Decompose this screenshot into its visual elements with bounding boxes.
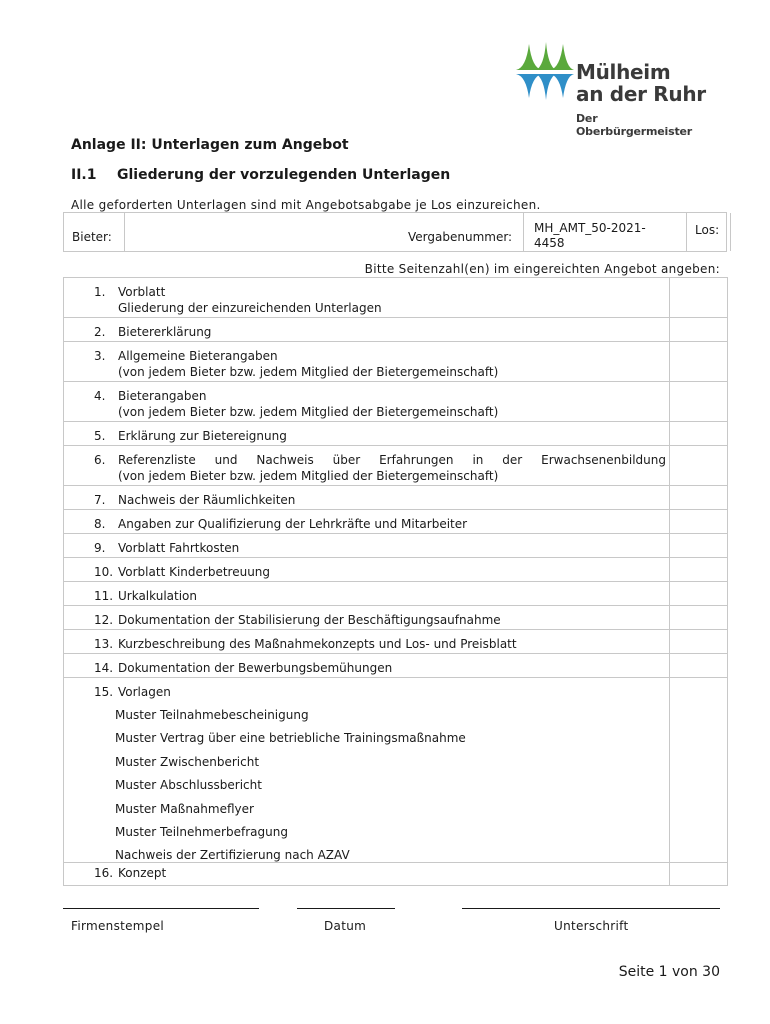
page-footer: Seite 1 von 30 [618,964,720,980]
item-number: 5. [94,429,106,443]
item-text: Angaben zur Qualifizierung der Lehrkräfte und Mitarbeiter [118,517,468,531]
los-label: Los: [686,213,732,251]
list-item [64,582,727,606]
item-text: Vorlagen [118,685,171,699]
list-item [64,510,727,534]
item-text: Dokumentation der Stabilisierung der Beschäftigungsaufnahme [118,613,501,627]
date-label: Datum [324,919,367,933]
vorlage-item: Muster Maßnahmeflyer [115,802,254,816]
item-number: 3. [94,349,106,363]
item-number: 1. [94,285,106,299]
item-line: Vorblatt [118,285,166,299]
item-number: 6. [94,453,106,467]
item-text: Konzept [118,866,167,880]
item-text [118,388,666,420]
item-number: 8. [94,517,106,531]
item-number: 14. [94,661,114,675]
item-line: Gliederung der einzureichenden Unterlagen [118,301,382,315]
item-text [118,452,666,484]
list-item [64,678,727,863]
item-number: 15. [94,685,114,699]
item-line: Referenzliste und Nachweis über Erfahrungen in der Erwachsenenbildung [118,453,666,467]
item-number: 2. [94,325,106,339]
item-text: Erklärung zur Bietereignung [118,429,287,443]
document-title: Anlage II: Unterlagen zum Angebot [71,137,349,153]
list-item [64,630,727,654]
list-item [64,446,727,486]
item-text: Kurzbeschreibung des Maßnahmekonzepts und Los- und Preisblatt [118,637,517,651]
bieter-field[interactable] [124,213,404,251]
bidder-table [63,212,727,252]
logo-city-line1: Mülheim [576,60,671,84]
list-item [64,654,727,678]
item-number: 13. [94,637,114,651]
item-number: 16. [94,866,114,880]
item-number: 9. [94,541,106,555]
document-list [63,277,728,886]
stamp-label: Firmenstempel [71,919,165,933]
item-number: 4. [94,389,106,403]
list-item [64,558,727,582]
item-text: Urkalkulation [118,589,198,603]
item-text: Vorblatt Fahrtkosten [118,541,240,555]
bieter-label: Bieter: [72,230,112,244]
item-line: (von jedem Bieter bzw. jedem Mitglied der Bietergemeinschaft) [118,405,499,419]
item-line: (von jedem Bieter bzw. jedem Mitglied der Bietergemeinschaft) [118,365,499,379]
item-text: Bietererklärung [118,325,212,339]
list-item [64,422,727,446]
signature-line [462,908,720,909]
logo-subtitle: Der Oberbürgermeister [576,112,692,138]
vorlage-item: Muster Abschlussbericht [115,778,262,792]
item-line: Allgemeine Bieterangaben [118,349,278,363]
list-item [64,342,727,382]
intro-text: Alle geforderten Unterlagen sind mit Angebotsabgabe je Los einzureichen. [71,198,541,212]
vorlage-item: Muster Zwischenbericht [115,755,260,769]
section-title: Gliederung der vorzulegenden Unterlagen [117,167,451,183]
date-line [297,908,395,909]
item-number: 7. [94,493,106,507]
item-number: 11. [94,589,114,603]
item-number: 10. [94,565,114,579]
stamp-line [63,908,259,909]
list-item [64,486,727,510]
item-line: Bieterangaben [118,389,207,403]
logo-city-line2: an der Ruhr [576,82,706,106]
item-text: Dokumentation der Bewerbungsbemühungen [118,661,393,675]
vorlage-item: Muster Teilnahmebescheinigung [115,708,309,722]
los-field[interactable] [730,213,770,251]
signature-label: Unterschrift [554,919,629,933]
vorlage-item: Muster Vertrag über eine betriebliche Trainingsmaßnahme [115,731,466,745]
page-number-note: Bitte Seitenzahl(en) im eingereichten Angebot angeben: [364,262,720,276]
list-item [64,534,727,558]
list-item [64,863,727,885]
section-number: II.1 [71,167,97,183]
vergabenummer-label: Vergabenummer: [404,213,524,251]
section-heading [71,167,450,183]
list-item [64,318,727,342]
list-item [64,278,727,318]
item-text [118,348,666,380]
city-logo [514,40,714,138]
vergabenummer-line2: 4458 [534,236,565,250]
vorlage-item: Muster Teilnehmerbefragung [115,825,288,839]
list-item [64,606,727,630]
item-number: 12. [94,613,114,627]
item-text [118,284,666,316]
vorlage-item: Nachweis der Zertifizierung nach AZAV [115,848,350,862]
item-line: (von jedem Bieter bzw. jedem Mitglied der Bietergemeinschaft) [118,469,499,483]
vergabenummer-value [524,213,686,251]
item-text: Vorblatt Kinderbetreuung [118,565,271,579]
vergabenummer-line1: MH_AMT_50-2021- [534,221,646,235]
item-text: Nachweis der Räumlichkeiten [118,493,296,507]
city-emblem-icon [514,40,574,100]
list-item [64,382,727,422]
